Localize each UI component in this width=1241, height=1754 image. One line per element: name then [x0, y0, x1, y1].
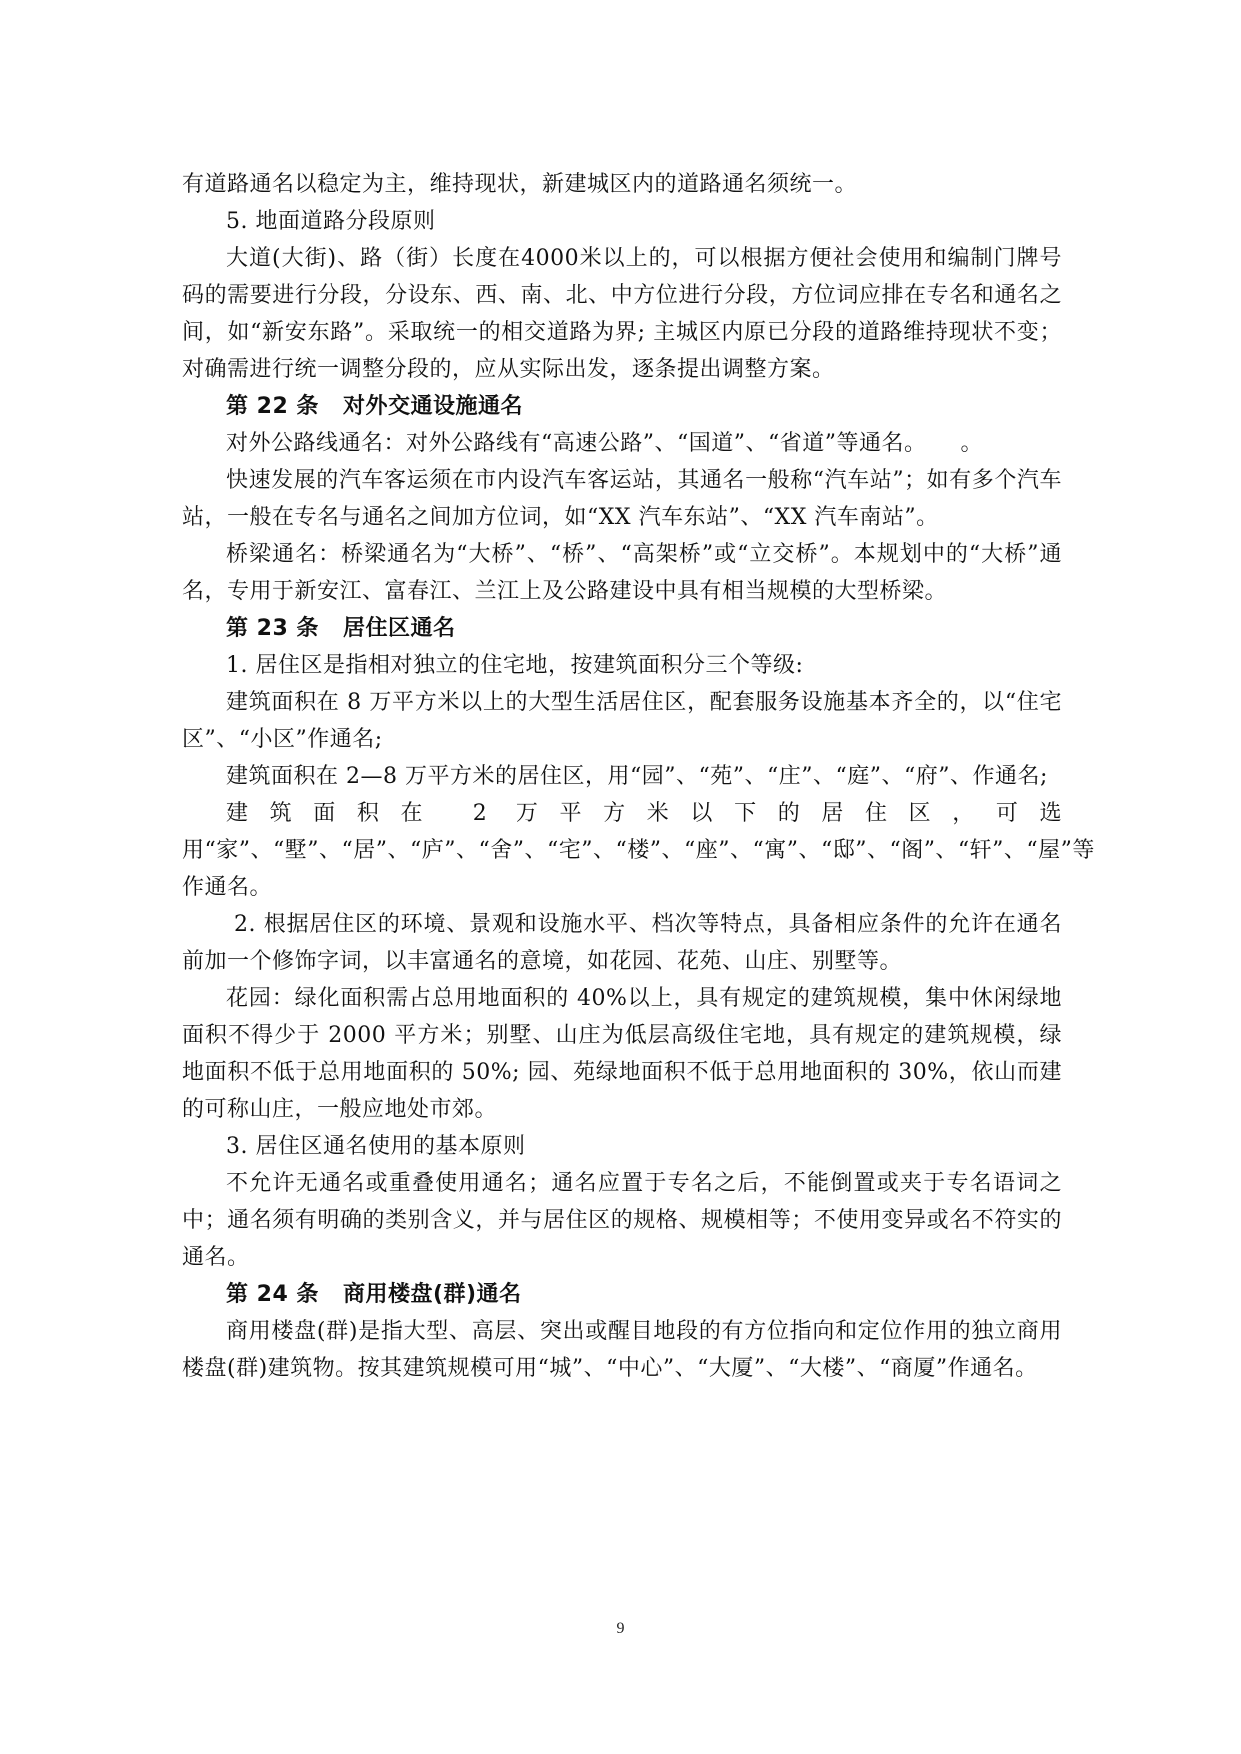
paragraph: 不允许无通名或重叠使用通名；通名应置于专名之后，不能倒置或夹于专名语词之中；通名须有明确的类别含义，并与居住区的规格、规模相等；不使用变异或名不符实的通名。 — [182, 1171, 1062, 1270]
paragraph: 大道(大街)、路（街）长度在4000米以上的，可以根据方便社会使用和编制门牌号码的需要进行分段，分设东、西、南、北、中方位进行分段，方位词应排在专名和通名之间，如“新安东路”。采取统一的相交道路为界; 主城区内原已分段的道路维持现状不变；对确需进行统一调整分段的，应从实际出发，逐条提出调整方案。 — [182, 246, 1062, 382]
article-number: 第 24 条 — [226, 1282, 319, 1307]
paragraph: 建筑面积在 8 万平方米以上的大型生活居住区，配套服务设施基本齐全的，以“住宅区”、“小区”作通名; — [182, 690, 1062, 752]
paragraph: 建筑面积在 2 万平方米以下的居住区，可选用“家”、“墅”、“居”、“庐”、“舍”、“宅”、“楼”、“座”、“寓”、“邸”、“阁”、“轩”、“屋”等作通名。 — [182, 801, 1095, 900]
paragraph: 有道路通名以稳定为主，维持现状，新建城区内的道路通名须统一。 — [182, 172, 858, 197]
article-heading — [182, 1276, 1062, 1313]
article-title: 商用楼盘(群)通名 — [342, 1282, 522, 1307]
article-number: 第 22 条 — [226, 394, 319, 419]
section-item: 2. 根据居住区的环境、景观和设施水平、档次等特点，具备相应条件的允许在通名前加一个修饰字词，以丰富通名的意境，如花园、花苑、山庄、别墅等。 — [182, 912, 1062, 974]
page-number: 9 — [616, 1620, 625, 1637]
article-heading — [182, 388, 1062, 425]
paragraph: 桥梁通名：桥梁通名为“大桥”、“桥”、“高架桥”或“立交桥”。本规划中的“大桥”通名，专用于新安江、富春江、兰江上及公路建设中具有相当规模的大型桥梁。 — [182, 542, 1062, 604]
paragraph: 花园：绿化面积需占总用地面积的 40%以上，具有规定的建筑规模，集中休闲绿地面积不得少于 2000 平方米；别墅、山庄为低层高级住宅地，具有规定的建筑规模，绿地面积不低于总用地面积的 50%; 园、苑绿地面积不低于总用地面积的 30%，依山而建的可称山庄，一般应地处市郊。 — [182, 986, 1062, 1122]
article-number: 第 23 条 — [226, 616, 319, 641]
paragraph: 商用楼盘(群)是指大型、高层、突出或醒目地段的有方位指向和定位作用的独立商用楼盘(群)建筑物。按其建筑规模可用“城”、“中心”、“大厦”、“大楼”、“商厦”作通名。 — [182, 1319, 1062, 1381]
section-item: 3. 居住区通名使用的基本原则 — [226, 1134, 526, 1159]
section-item: 5. 地面道路分段原则 — [226, 209, 436, 234]
paragraph: 快速发展的汽车客运须在市内设汽车客运站，其通名一般称“汽车站”；如有多个汽车站，一般在专名与通名之间加方位词，如“XX 汽车东站”、“XX 汽车南站”。 — [182, 468, 1062, 530]
article-title: 对外交通设施通名 — [342, 394, 523, 419]
page-body — [182, 166, 1095, 1387]
article-title: 居住区通名 — [342, 616, 456, 641]
paragraph: 对外公路线通名：对外公路线有“高速公路”、“国道”、“省道”等通名。 。 — [226, 431, 983, 456]
section-item: 1. 居住区是指相对独立的住宅地，按建筑面积分三个等级: — [226, 653, 804, 678]
paragraph: 建筑面积在 2—8 万平方米的居住区，用“园”、“苑”、“庄”、“庭”、“府”、作通名; — [226, 764, 1048, 789]
article-heading — [182, 610, 1062, 647]
